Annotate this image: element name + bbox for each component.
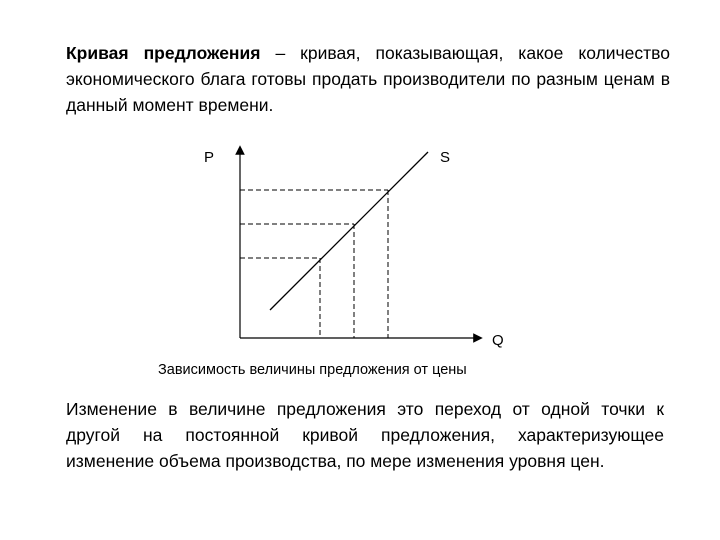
supply-curve-line bbox=[270, 152, 428, 310]
explanation-paragraph: Изменение в величине предложения это переход от одной точки к другой на постоянной кривой предложения, характеризующее изменение объема производства, по мере изменения уровня цен. bbox=[66, 399, 664, 471]
quantity-axis-label: Q bbox=[492, 332, 504, 349]
price-axis-label: P bbox=[204, 149, 215, 166]
definition-term: Кривая предложения bbox=[66, 43, 261, 63]
diagram-caption: Зависимость величины предложения от цены bbox=[158, 362, 467, 378]
definition-text: – кривая, показывающая, какое количество экономического блага готовы продать производители по разным ценам в данный момент времени. bbox=[66, 43, 671, 115]
supply-curve-label: S bbox=[440, 149, 451, 166]
